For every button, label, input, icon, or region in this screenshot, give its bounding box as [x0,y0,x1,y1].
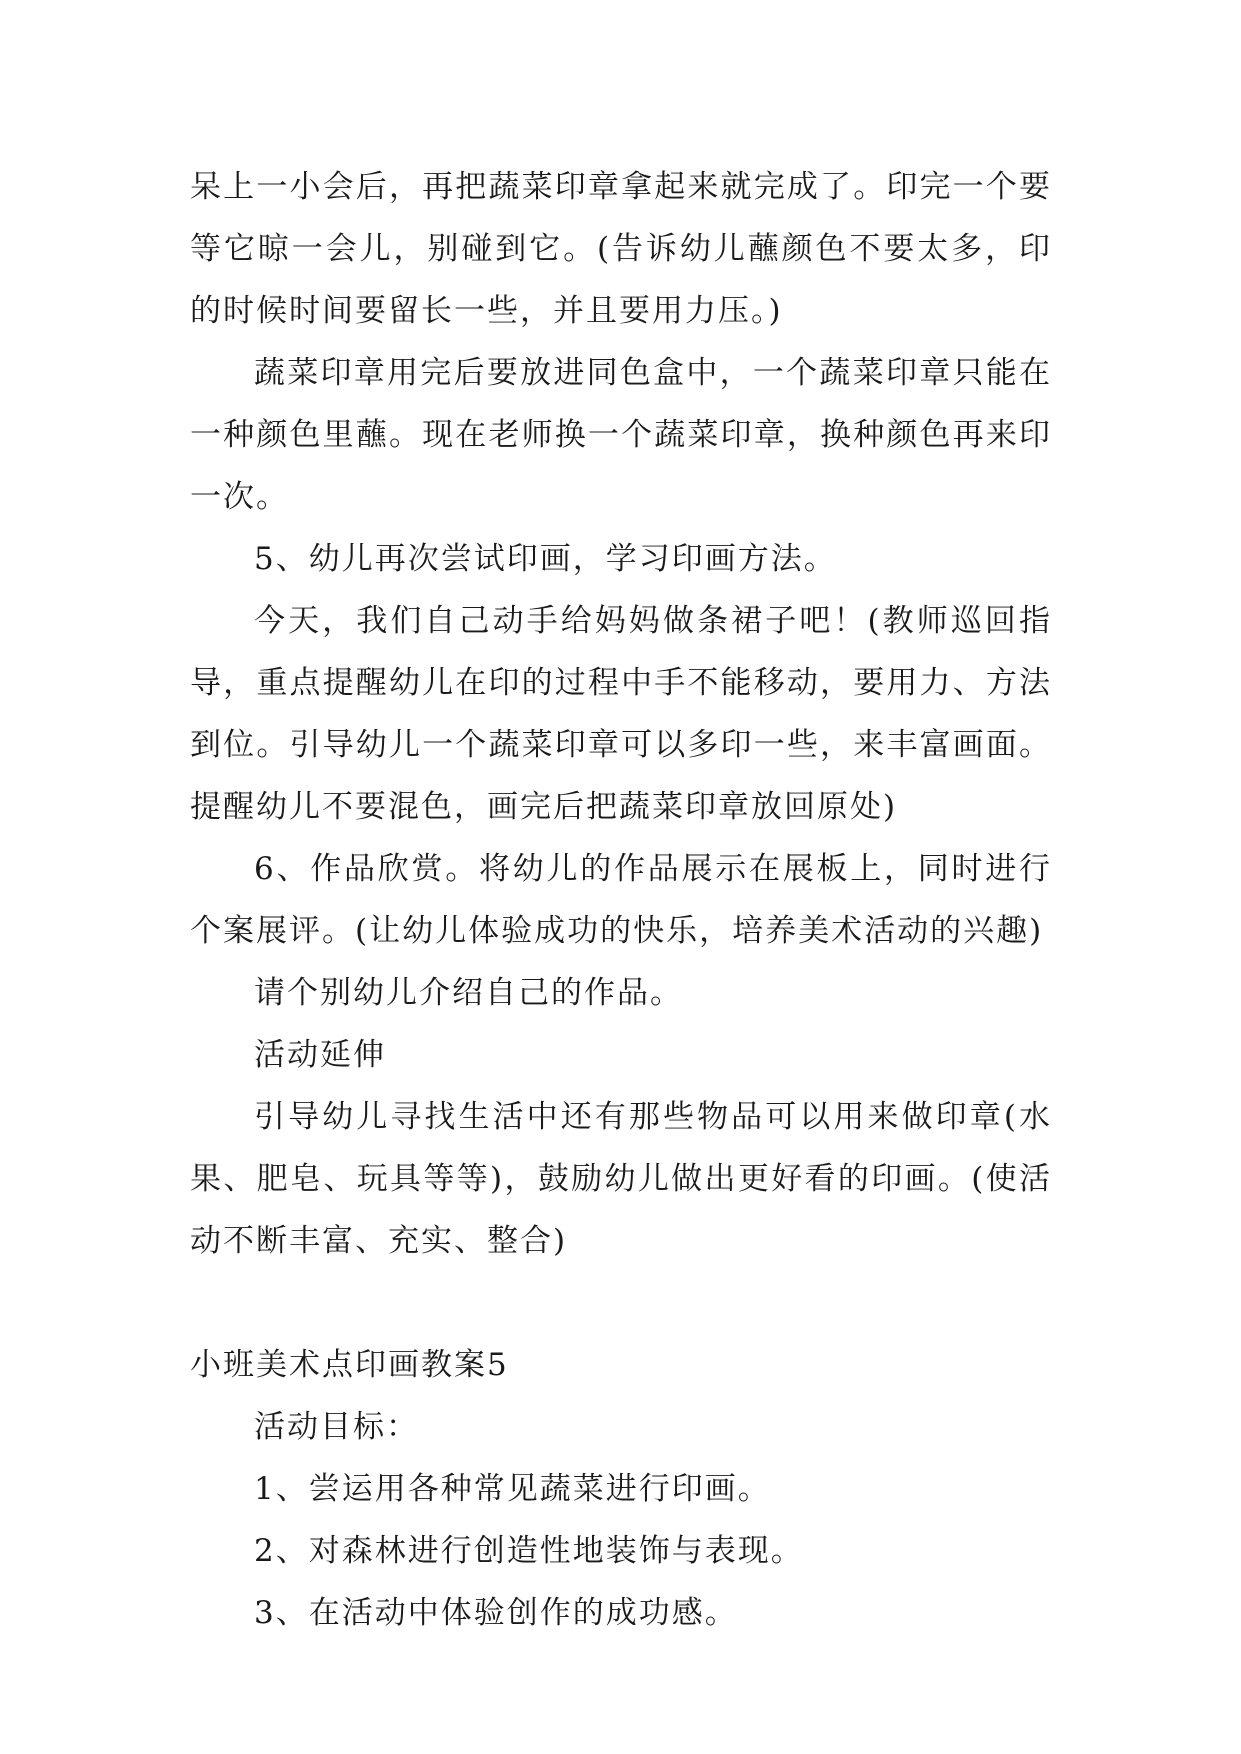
paragraph-2: 蔬菜印章用完后要放进同色盒中，一个蔬菜印章只能在一种颜色里蘸。现在老师换一个蔬菜印章，换种颜色再来印一次。 [190,355,1052,515]
section-paragraph-4: 3、在活动中体验创作的成功感。 [254,1595,738,1631]
section-paragraph-3: 2、对森林进行创造性地装饰与表现。 [254,1533,804,1569]
document-body [190,156,1052,1644]
section-paragraph-1: 活动目标： [254,1409,419,1445]
paragraph-7: 活动延伸 [254,1037,386,1073]
paragraph-6: 请个别幼儿介绍自己的作品。 [254,975,683,1011]
paragraph-3: 5、幼儿再次尝试印画，学习印画方法。 [254,541,837,577]
paragraph-8: 引导幼儿寻找生活中还有那些物品可以用来做印章(水果、肥皂、玩具等等)，鼓励幼儿做出更好看的印画。(使活动不断丰富、充实、整合) [190,1099,1052,1259]
section-paragraph-2: 1、尝运用各种常见蔬菜进行印画。 [254,1471,771,1507]
paragraph-5: 6、作品欣赏。将幼儿的作品展示在展板上，同时进行个案展评。(让幼儿体验成功的快乐，培养美术活动的兴趣) [190,851,1052,949]
paragraph-1: 呆上一小会后，再把蔬菜印章拿起来就完成了。印完一个要等它晾一会儿，别碰到它。(告诉幼儿蘸颜色不要太多，印的时候时间要留长一些，并且要用力压。) [190,169,1052,329]
section-spacer [190,1272,1052,1334]
paragraph-4: 今天，我们自己动手给妈妈做条裙子吧！(教师巡回指导，重点提醒幼儿在印的过程中手不能移动，要用力、方法到位。引导幼儿一个蔬菜印章可以多印一些，来丰富画面。提醒幼儿不要混色，画完后把蔬菜印章放回原处) [190,603,1052,825]
section-title: 小班美术点印画教案5 [190,1347,509,1383]
